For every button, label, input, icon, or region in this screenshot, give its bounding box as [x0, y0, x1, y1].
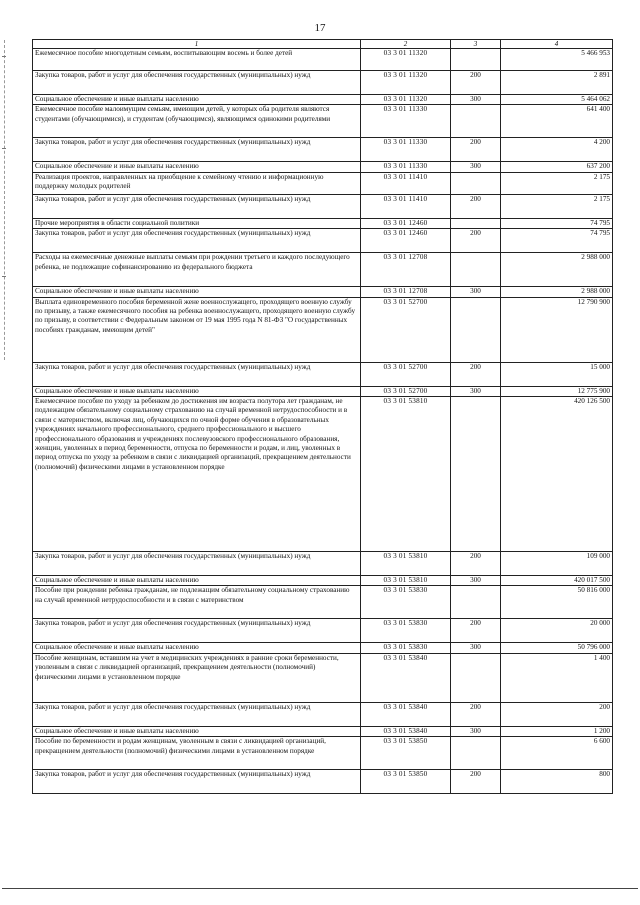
- row-code: 03 3 01 12708: [361, 253, 451, 287]
- row-expense-type: [451, 737, 501, 770]
- row-name: Социальное обеспечение и иные выплаты населению: [33, 576, 361, 586]
- row-name: Реализация проектов, направленных на приобщение к семейному чтению и информационную поддержку молодых родителей: [33, 172, 361, 194]
- row-name: Прочие мероприятия в области социальной политики: [33, 218, 361, 228]
- row-code: 03 3 01 11410: [361, 194, 451, 218]
- table-row: [33, 643, 613, 653]
- row-expense-type: 300: [451, 643, 501, 653]
- row-name: Социальное обеспечение и иные выплаты населению: [33, 95, 361, 105]
- table-row: [33, 737, 613, 770]
- row-expense-type: 200: [451, 71, 501, 95]
- table-row: [33, 218, 613, 228]
- row-expense-type: [451, 105, 501, 138]
- row-name: Социальное обеспечение и иные выплаты населению: [33, 386, 361, 396]
- row-code: 03 3 01 53850: [361, 737, 451, 770]
- row-sum: 637 200: [501, 162, 613, 172]
- row-sum: 20 000: [501, 619, 613, 643]
- row-code: 03 3 01 53810: [361, 576, 451, 586]
- row-name: Закупка товаров, работ и услуг для обеспечения государственных (муниципальных) нужд: [33, 362, 361, 386]
- row-name: Расходы на ежемесячные денежные выплаты семьям при рождении третьего и каждого последующего ребенка, не подлежащие софинансированию из федерального бюджета: [33, 253, 361, 287]
- margin-tick: [2, 276, 6, 277]
- row-expense-type: [451, 586, 501, 619]
- row-name: Закупка товаров, работ и услуг для обеспечения государственных (муниципальных) нужд: [33, 770, 361, 794]
- row-name: Социальное обеспечение и иные выплаты населению: [33, 162, 361, 172]
- row-expense-type: 200: [451, 619, 501, 643]
- margin-tick: [2, 56, 6, 57]
- row-expense-type: 300: [451, 576, 501, 586]
- row-sum: 1 400: [501, 653, 613, 702]
- row-code: 03 3 01 52700: [361, 297, 451, 362]
- table-row: [33, 162, 613, 172]
- row-code: 03 3 01 53810: [361, 397, 451, 552]
- row-code: 03 3 01 11410: [361, 172, 451, 194]
- row-code: 03 3 01 11320: [361, 71, 451, 95]
- row-code: 03 3 01 12708: [361, 287, 451, 297]
- row-name: Социальное обеспечение и иные выплаты населению: [33, 287, 361, 297]
- row-sum: 15 000: [501, 362, 613, 386]
- row-name: Социальное обеспечение и иные выплаты населению: [33, 643, 361, 653]
- row-name: Пособие по беременности и родам женщинам, уволенным в связи с ликвидацией организаций, прекращением деятельности (полномочий) физическими лицами в установленном порядке: [33, 737, 361, 770]
- row-expense-type: [451, 218, 501, 228]
- row-sum: 800: [501, 770, 613, 794]
- row-name: Закупка товаров, работ и услуг для обеспечения государственных (муниципальных) нужд: [33, 552, 361, 576]
- row-expense-type: 300: [451, 287, 501, 297]
- row-code: 03 3 01 53850: [361, 770, 451, 794]
- page-number: 17: [314, 22, 326, 34]
- row-sum: 6 600: [501, 737, 613, 770]
- column-number-row: [33, 40, 613, 49]
- row-code: 03 3 01 11320: [361, 49, 451, 71]
- column-header-sum: 4: [501, 40, 613, 49]
- row-sum: 2 175: [501, 172, 613, 194]
- row-name: Социальное обеспечение и иные выплаты населению: [33, 726, 361, 736]
- column-header-name: 1: [33, 40, 361, 49]
- row-sum: 2 988 000: [501, 253, 613, 287]
- row-code: 03 3 01 11330: [361, 105, 451, 138]
- row-name: Закупка товаров, работ и услуг для обеспечения государственных (муниципальных) нужд: [33, 619, 361, 643]
- table-row: [33, 287, 613, 297]
- row-sum: 4 200: [501, 138, 613, 162]
- table-row: [33, 138, 613, 162]
- row-expense-type: 300: [451, 386, 501, 396]
- row-expense-type: 300: [451, 726, 501, 736]
- table-row: [33, 194, 613, 218]
- table-row: [33, 172, 613, 194]
- row-sum: 5 464 062: [501, 95, 613, 105]
- table-row: [33, 726, 613, 736]
- row-code: 03 3 01 53830: [361, 619, 451, 643]
- row-expense-type: 300: [451, 95, 501, 105]
- row-sum: 12 775 900: [501, 386, 613, 396]
- row-expense-type: [451, 172, 501, 194]
- table-row: [33, 586, 613, 619]
- binding-margin-rule: [4, 40, 6, 360]
- row-expense-type: [451, 297, 501, 362]
- row-name: Закупка товаров, работ и услуг для обеспечения государственных (муниципальных) нужд: [33, 702, 361, 726]
- row-expense-type: 200: [451, 194, 501, 218]
- row-code: 03 3 01 52700: [361, 362, 451, 386]
- row-name: Закупка товаров, работ и услуг для обеспечения государственных (муниципальных) нужд: [33, 229, 361, 253]
- table-row: [33, 653, 613, 702]
- row-sum: 2 988 000: [501, 287, 613, 297]
- row-sum: 109 000: [501, 552, 613, 576]
- row-name: Пособие женщинам, вставшим на учет в медицинских учреждениях в ранние сроки беременности, уволенным в связи с ликвидацией организаций, прекращением деятельности (полномочий) физическими лицами в установленном порядке: [33, 653, 361, 702]
- row-sum: 74 795: [501, 218, 613, 228]
- table-row: [33, 105, 613, 138]
- table-row: [33, 397, 613, 552]
- row-sum: 420 017 500: [501, 576, 613, 586]
- row-expense-type: 200: [451, 229, 501, 253]
- table-row: [33, 770, 613, 794]
- row-sum: 2 175: [501, 194, 613, 218]
- row-sum: 5 466 953: [501, 49, 613, 71]
- row-code: 03 3 01 53830: [361, 643, 451, 653]
- footer-rule: [2, 888, 638, 889]
- row-expense-type: 200: [451, 138, 501, 162]
- row-expense-type: 200: [451, 702, 501, 726]
- row-expense-type: [451, 397, 501, 552]
- row-code: 03 3 01 53840: [361, 653, 451, 702]
- row-name: Закупка товаров, работ и услуг для обеспечения государственных (муниципальных) нужд: [33, 138, 361, 162]
- row-expense-type: [451, 253, 501, 287]
- table-row: [33, 297, 613, 362]
- row-name: Пособие при рождении ребенка гражданам, не подлежащим обязательному социальному страхованию на случай временной нетрудоспособности и в связи с материнством: [33, 586, 361, 619]
- row-name: Ежемесячное пособие многодетным семьям, воспитывающим восемь и более детей: [33, 49, 361, 71]
- row-expense-type: 200: [451, 770, 501, 794]
- margin-tick: [2, 148, 6, 149]
- table-row: [33, 386, 613, 396]
- row-code: 03 3 01 12460: [361, 218, 451, 228]
- budget-table: [32, 39, 613, 794]
- row-sum: 200: [501, 702, 613, 726]
- row-code: 03 3 01 53830: [361, 586, 451, 619]
- table-row: [33, 362, 613, 386]
- table-row: [33, 619, 613, 643]
- row-code: 03 3 01 12460: [361, 229, 451, 253]
- row-code: 03 3 01 11330: [361, 162, 451, 172]
- row-sum: 12 790 900: [501, 297, 613, 362]
- row-sum: 74 795: [501, 229, 613, 253]
- row-code: 03 3 01 52700: [361, 386, 451, 396]
- row-code: 03 3 01 53840: [361, 702, 451, 726]
- row-sum: 420 126 500: [501, 397, 613, 552]
- row-expense-type: [451, 49, 501, 71]
- table-row: [33, 95, 613, 105]
- table-row: [33, 552, 613, 576]
- row-name: Закупка товаров, работ и услуг для обеспечения государственных (муниципальных) нужд: [33, 71, 361, 95]
- row-name: Ежемесячное пособие малоимущим семьям, имеющим детей, у которых оба родителя являются студентами (обучающимися), и студентам (обучающимся), являющимся одинокими родителями: [33, 105, 361, 138]
- column-header-code: 2: [361, 40, 451, 49]
- row-name: Выплата единовременного пособия беременной жене военнослужащего, проходящего военную службу по призыву, а также ежемесячного пособия на ребенка военнослужащего, проходящего военную службу по призыву, в соответствии с Федеральным законом от 19 мая 1995 года N 81-ФЗ "О государственных пособиях гражданам, имеющим детей": [33, 297, 361, 362]
- row-code: 03 3 01 11320: [361, 95, 451, 105]
- table-body: [33, 49, 613, 794]
- table-row: [33, 229, 613, 253]
- column-header-type: 3: [451, 40, 501, 49]
- row-sum: 2 891: [501, 71, 613, 95]
- row-code: 03 3 01 53840: [361, 726, 451, 736]
- row-expense-type: 200: [451, 362, 501, 386]
- table-row: [33, 49, 613, 71]
- table-row: [33, 71, 613, 95]
- row-sum: 50 796 000: [501, 643, 613, 653]
- row-code: 03 3 01 11330: [361, 138, 451, 162]
- row-expense-type: [451, 653, 501, 702]
- row-name: Закупка товаров, работ и услуг для обеспечения государственных (муниципальных) нужд: [33, 194, 361, 218]
- table-header: [33, 40, 613, 49]
- row-name: Ежемесячное пособие по уходу за ребенком до достижения им возраста полутора лет гражданам, не подлежащим обязательному социальному страхованию на случай временной нетрудоспособности и в связи с материнством, включая лиц, обучающихся по очной форме обучения в образовательных учреждениях начального профессионального, среднего профессионального и высшего профессионального образования и учреждениях послевузовского профессионального образования, женщин, уволенных в период беременности, отпуска по беременности и родам, и лиц, уволенных в период отпуска по уходу за ребенком в связи с ликвидацией организаций, прекращением деятельности (полномочий) физическими лицами в установленном порядке: [33, 397, 361, 552]
- row-sum: 50 816 000: [501, 586, 613, 619]
- row-sum: 1 200: [501, 726, 613, 736]
- table-row: [33, 576, 613, 586]
- row-expense-type: 200: [451, 552, 501, 576]
- table-row: [33, 253, 613, 287]
- table-row: [33, 702, 613, 726]
- row-expense-type: 300: [451, 162, 501, 172]
- row-code: 03 3 01 53810: [361, 552, 451, 576]
- row-sum: 641 400: [501, 105, 613, 138]
